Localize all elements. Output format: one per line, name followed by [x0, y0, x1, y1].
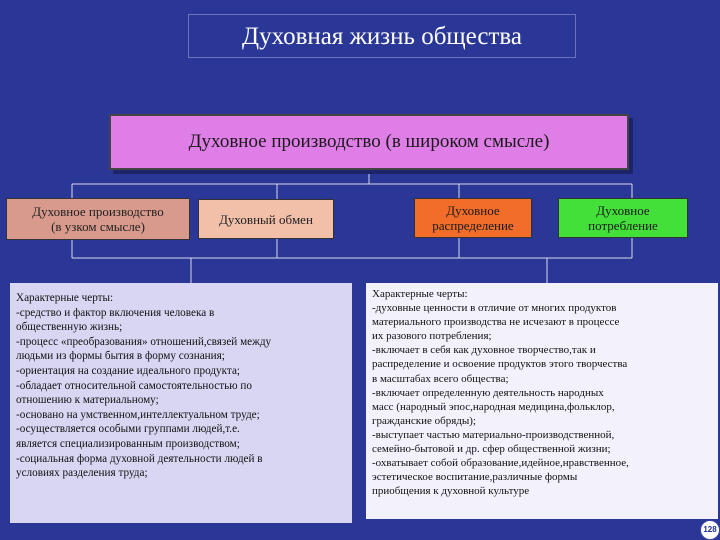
left-panel-line: общественную жизнь; — [16, 321, 123, 334]
box-consumption-line-2: потребление — [588, 218, 658, 233]
left-panel-line: -социальная форма духовной деятельности людей в — [16, 452, 263, 465]
box-exchange — [198, 199, 334, 239]
right-panel-line: их разового потребления; — [372, 330, 492, 343]
right-panel-line: Характерные черты: — [372, 288, 468, 300]
box-distribution-line-1: Духовное — [446, 203, 500, 218]
right-panel-line: гражданские обряды); — [372, 414, 476, 427]
left-panel-line: -процесс «преобразования» отношений,связей между — [16, 335, 272, 348]
right-panel-line: материального производства не исчезают в процессе — [372, 316, 620, 329]
right-panel-line: приобщения к духовной культуре — [372, 485, 530, 498]
left-panel-line: людьми из формы бытия в форму сознания; — [16, 350, 225, 363]
right-features-panel — [366, 283, 718, 519]
right-panel-line: -включает определенную деятельность народных — [372, 386, 604, 399]
left-panel-line: -осуществляется особыми группами людей,т.е. — [16, 423, 240, 436]
right-panel-line: распределение и освоение продуктов этого творчества — [372, 358, 628, 371]
left-panel-line: отношению к материальному; — [16, 394, 159, 407]
main-box: Духовное производство (в широком смысле) — [109, 114, 629, 170]
box-consumption — [558, 198, 688, 238]
box-narrow-production — [6, 198, 190, 240]
page-number-badge: 128 — [700, 520, 720, 540]
left-panel-line: Характерные черты: — [16, 292, 114, 304]
slide-title: Духовная жизнь общества — [188, 14, 576, 58]
right-panel-line: в масштабах всего общества; — [372, 372, 509, 385]
box-consumption-line-1: Духовное — [596, 203, 650, 218]
left-panel-line: -обладает относительной самостоятельностью по — [16, 379, 252, 392]
box-exchange-label: Духовный обмен — [219, 211, 313, 227]
left-panel-line: -ориентация на создание идеального продукта; — [16, 364, 241, 377]
box-narrow-line-1: Духовное производство — [32, 204, 164, 219]
box-distribution-line-2: распределение — [432, 218, 514, 233]
box-narrow-line-2: (в узком смысле) — [51, 219, 145, 234]
right-panel-line: -духовные ценности в отличие от многих продуктов — [372, 302, 617, 315]
right-panel-line: семейно-бытовой и др. сфер общественной жизни; — [372, 443, 611, 456]
left-panel-line: -основано на умственном,интеллектуальном труде; — [16, 408, 260, 421]
left-features-panel — [10, 283, 352, 523]
right-panel-line: -охватывает собой образование,идейное,нравственное, — [372, 457, 629, 470]
left-panel-line: -средство и фактор включения человека в — [16, 306, 215, 319]
left-panel-line: условиях разделения труда; — [16, 467, 148, 480]
right-panel-line: -выступает частью материально-производственной, — [372, 428, 615, 441]
left-panel-line: является специализированным производством; — [16, 437, 240, 450]
right-panel-line: масс (народный эпос,народная медицина,фольклор, — [372, 400, 615, 413]
right-panel-line: -включает в себя как духовное творчество,так и — [372, 344, 596, 357]
right-panel-line: эстетическое воспитание,различные формы — [372, 471, 578, 484]
box-distribution — [414, 198, 532, 238]
